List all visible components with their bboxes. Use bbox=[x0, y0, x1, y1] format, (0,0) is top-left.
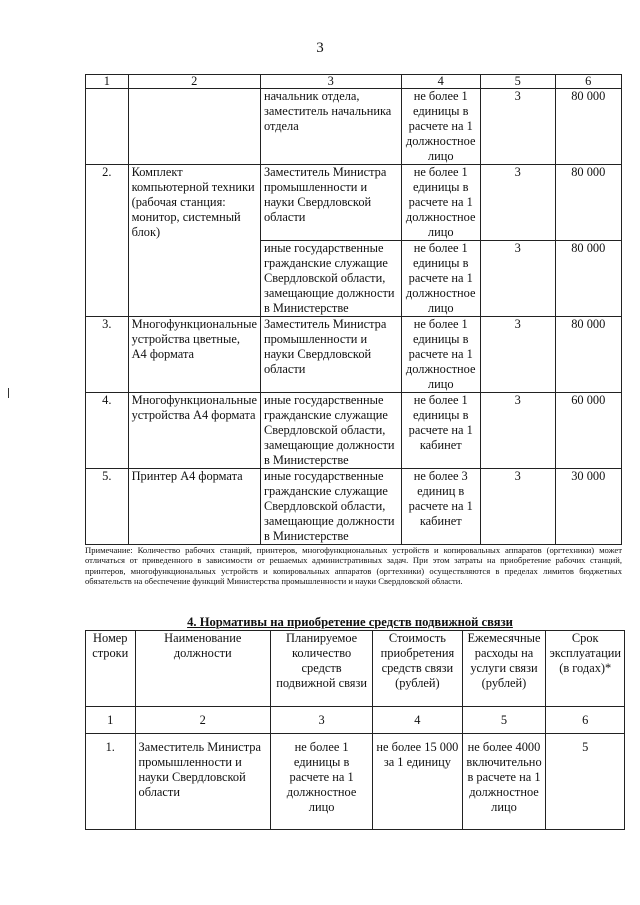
cost-cell: не более 15 000 за 1 единицу bbox=[373, 734, 462, 830]
row-number: 1. bbox=[86, 734, 136, 830]
column-number: 2 bbox=[135, 707, 270, 734]
price-cell: 80 000 bbox=[555, 165, 621, 241]
page-number: 3 bbox=[316, 40, 324, 56]
price-cell: 80 000 bbox=[555, 317, 621, 393]
row-number bbox=[86, 89, 129, 165]
item-name: Комплект компьютерной техники (рабочая станция: монитор, системный блок) bbox=[128, 165, 260, 317]
position-name: Заместитель Министра промышленности и науки Свердловской области bbox=[135, 734, 270, 830]
table-row bbox=[86, 165, 622, 241]
term-cell: 3 bbox=[480, 165, 555, 241]
equipment-table bbox=[85, 74, 622, 545]
monthly-cost-cell: не более 4000 включительно в расчете на 1 должностное лицо bbox=[462, 734, 546, 830]
item-name bbox=[128, 89, 260, 165]
position-name: иные государственные гражданские служащие Свердловской области, замещающие должности в Министерстве bbox=[260, 393, 401, 469]
header-cell: Планируемое количество средств подвижной связи bbox=[270, 631, 372, 707]
quantity-cell: не более 1 единицы в расчете на 1 должностное лицо bbox=[270, 734, 372, 830]
column-number: 6 bbox=[546, 707, 625, 734]
item-name: Многофункциональные устройства А4 формата bbox=[128, 393, 260, 469]
mobile-devices-table bbox=[85, 630, 625, 830]
quantity-cell: не более 1 единицы в расчете на 1 должностное лицо bbox=[401, 89, 480, 165]
term-cell: 3 bbox=[480, 89, 555, 165]
price-cell: 80 000 bbox=[555, 241, 621, 317]
section-title: 4. Нормативы на приобретение средств подвижной связи bbox=[187, 615, 513, 629]
table-row bbox=[86, 469, 622, 545]
table-row bbox=[86, 317, 622, 393]
table-note: Примечание: Количество рабочих станций, принтеров, многофункциональных устройств и копировальных аппаратов (оргтехники) может отличаться от приведенного в зависимости от решаемых административных задач. При этом затраты на приобретение рабочих станций, принтеров, многофункциональных устройств и копировальных аппаратов (оргтехники) осуществляются в пределах лимитов бюджетных обязательств на обеспечение функций Министерства промышленности и науки Свердловской области. bbox=[85, 545, 622, 587]
column-number: 1 bbox=[86, 75, 129, 89]
item-name: Принтер А4 формата bbox=[128, 469, 260, 545]
row-number: 4. bbox=[86, 393, 129, 469]
term-cell: 3 bbox=[480, 469, 555, 545]
header-cell: Номер строки bbox=[86, 631, 136, 707]
price-cell: 30 000 bbox=[555, 469, 621, 545]
term-cell: 3 bbox=[480, 317, 555, 393]
table-header-row bbox=[86, 631, 625, 707]
column-number: 5 bbox=[480, 75, 555, 89]
quantity-cell: не более 1 единицы в расчете на 1 должностное лицо bbox=[401, 165, 480, 241]
column-number: 1 bbox=[86, 707, 136, 734]
position-name: Заместитель Министра промышленности и науки Свердловской области bbox=[260, 165, 401, 241]
position-name: иные государственные гражданские служащие Свердловской области, замещающие должности в Министерстве bbox=[260, 469, 401, 545]
column-number: 4 bbox=[401, 75, 480, 89]
column-number: 3 bbox=[260, 75, 401, 89]
table-row bbox=[86, 734, 625, 830]
term-cell: 3 bbox=[480, 241, 555, 317]
price-cell: 80 000 bbox=[555, 89, 621, 165]
header-cell: Стоимость приобретения средств связи (рублей) bbox=[373, 631, 462, 707]
column-number-row bbox=[86, 707, 625, 734]
term-cell: 5 bbox=[546, 734, 625, 830]
row-number: 3. bbox=[86, 317, 129, 393]
column-number: 6 bbox=[555, 75, 621, 89]
margin-mark bbox=[8, 388, 9, 398]
position-name: начальник отдела, заместитель начальника отдела bbox=[260, 89, 401, 165]
price-cell: 60 000 bbox=[555, 393, 621, 469]
column-number: 4 bbox=[373, 707, 462, 734]
column-number: 5 bbox=[462, 707, 546, 734]
item-name: Многофункциональные устройства цветные, А4 формата bbox=[128, 317, 260, 393]
term-cell: 3 bbox=[480, 393, 555, 469]
row-number: 5. bbox=[86, 469, 129, 545]
position-name: Заместитель Министра промышленности и науки Свердловской области bbox=[260, 317, 401, 393]
position-name: иные государственные гражданские служащие Свердловской области, замещающие должности в Министерстве bbox=[260, 241, 401, 317]
table-header-row bbox=[86, 75, 622, 89]
header-cell: Срок эксплуатации (в годах)* bbox=[546, 631, 625, 707]
column-number: 2 bbox=[128, 75, 260, 89]
quantity-cell: не более 1 единицы в расчете на 1 должностное лицо bbox=[401, 241, 480, 317]
header-cell: Ежемесячные расходы на услуги связи (рублей) bbox=[462, 631, 546, 707]
column-number: 3 bbox=[270, 707, 372, 734]
quantity-cell: не более 1 единицы в расчете на 1 кабинет bbox=[401, 393, 480, 469]
table-row bbox=[86, 393, 622, 469]
quantity-cell: не более 3 единиц в расчете на 1 кабинет bbox=[401, 469, 480, 545]
quantity-cell: не более 1 единицы в расчете на 1 должностное лицо bbox=[401, 317, 480, 393]
table-row bbox=[86, 89, 622, 165]
row-number: 2. bbox=[86, 165, 129, 317]
header-cell: Наименование должности bbox=[135, 631, 270, 707]
